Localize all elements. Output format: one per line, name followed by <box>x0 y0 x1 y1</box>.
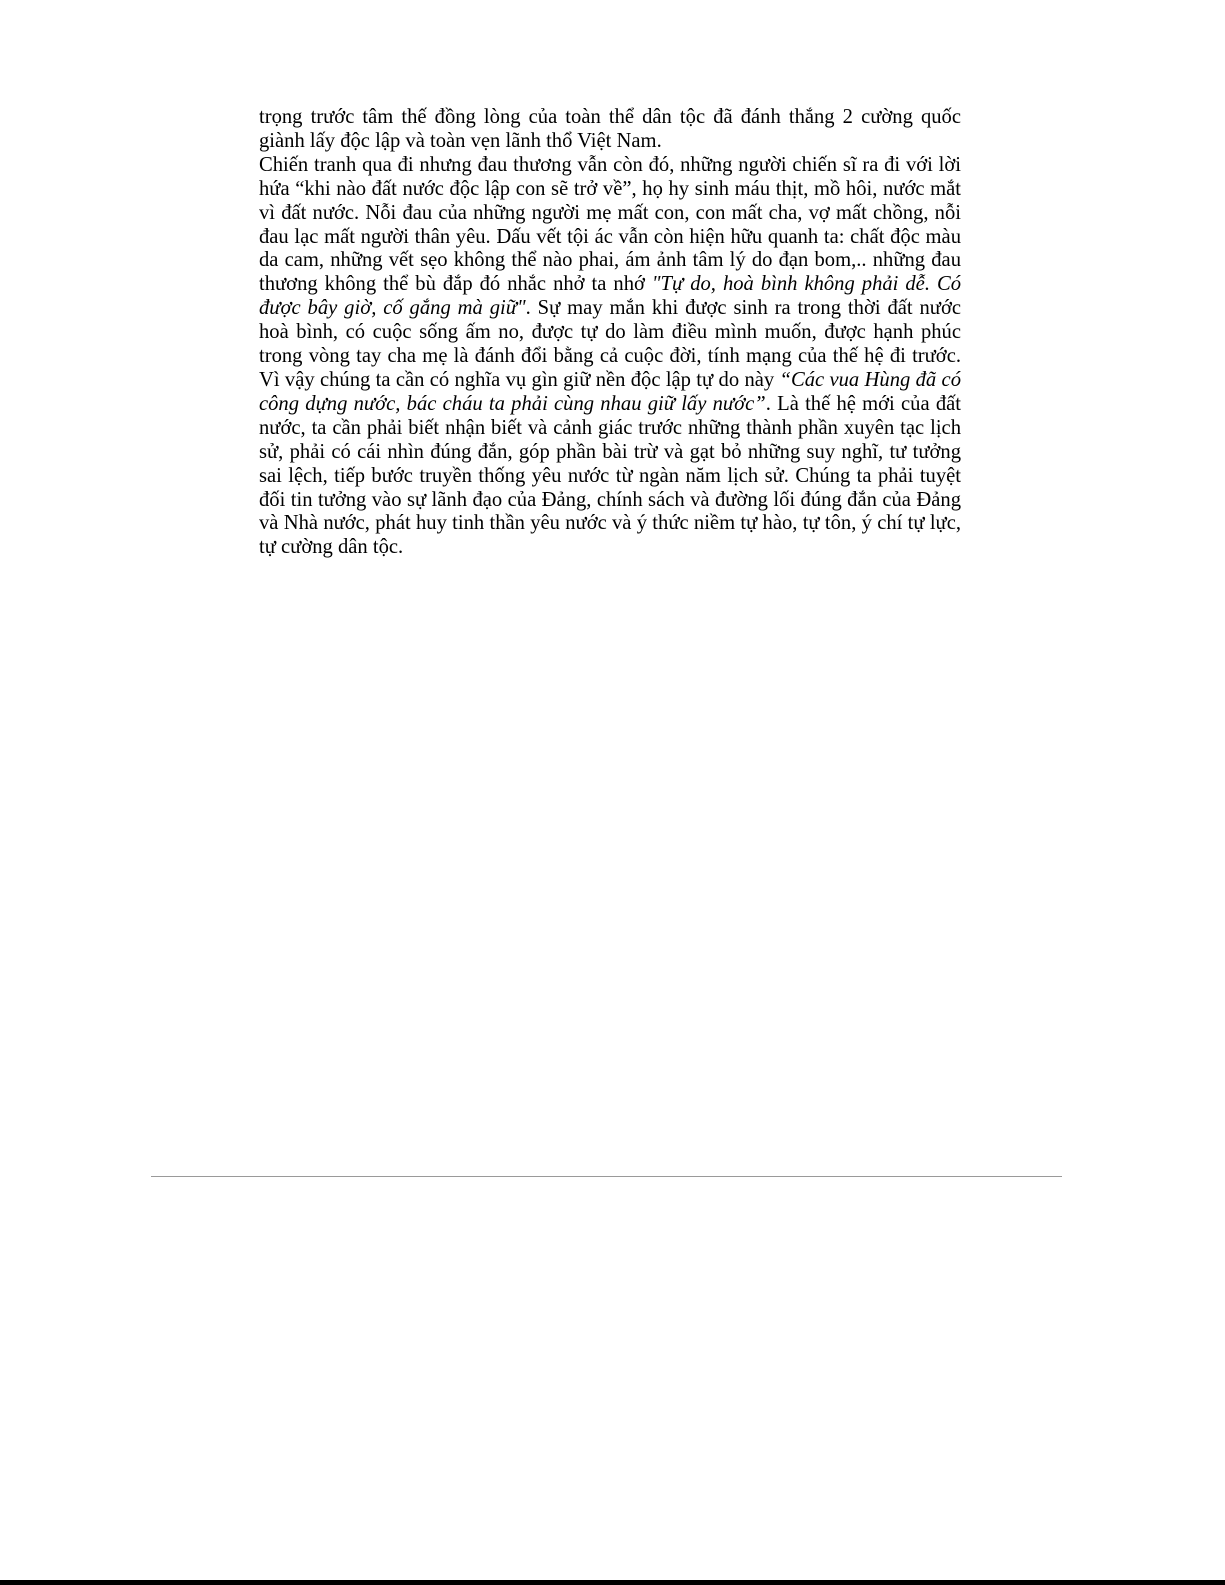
italic-quote: “Các vua Hùng đã có công dựng nước, bác cháu ta phải cùng nhau giữ lấy nước” <box>259 368 961 415</box>
body-text <box>259 106 961 560</box>
italic-quote: "Tự do, hoà bình không phải dễ. Có được bây giờ, cố gắng mà giữ" <box>259 273 961 320</box>
text-run: Chiến tranh qua đi nhưng đau thương vẫn còn đó, những người chiến sĩ ra đi với lời hứa “khi nào đất nước độc lập con sẽ trở về”, họ hy sinh máu thịt, mồ hôi, nước mắt vì đất nước. Nỗi đau của những người mẹ mất con, con mất cha, vợ mất chồng, nỗi đau lạc mất người thân yêu. Dấu vết tội ác vẫn còn hiện hữu quanh ta: chất độc màu da cam, những vết sẹo không thể nào phai, ám ảnh tâm lý do đạn bom,.. những đau thương không thể bù đắp đó nhắc nhở ta nhớ <box>259 153 961 296</box>
paragraph: trọng trước tâm thế đồng lòng của toàn thể dân tộc đã đánh thắng 2 cường quốc giành lấy độc lập và toàn vẹn lãnh thổ Việt Nam. <box>259 106 961 152</box>
page-bottom-edge <box>0 1580 1225 1585</box>
text-run: . Là thế hệ mới của đất nước, ta cần phải biết nhận biết và cảnh giác trước những thành phần xuyên tạc lịch sử, phải có cái nhìn đúng đắn, góp phần bài trừ và gạt bỏ những suy nghĩ, tư tưởng sai lệch, tiếp bước truyền thống yêu nước từ ngàn năm lịch sử. Chúng ta phải tuyệt đối tin tưởng vào sự lãnh đạo của Đảng, chính sách và đường lối đúng đắn của Đảng và Nhà nước, phát huy tinh thần yêu nước và ý thức niềm tự hào, tự tôn, ý chí tự lực, tự cường dân tộc. <box>259 392 961 559</box>
page-divider <box>151 1176 1062 1177</box>
paragraph <box>259 154 961 560</box>
text-run: . Sự may mắn khi được sinh ra trong thời đất nước hoà bình, có cuộc sống ấm no, được tự do làm điều mình muốn, được hạnh phúc trong vòng tay cha mẹ là đánh đổi bằng cả cuộc đời, tính mạng của thế hệ đi trước. Vì vậy chúng ta cần có nghĩa vụ gìn giữ nền độc lập tự do này <box>259 297 961 391</box>
